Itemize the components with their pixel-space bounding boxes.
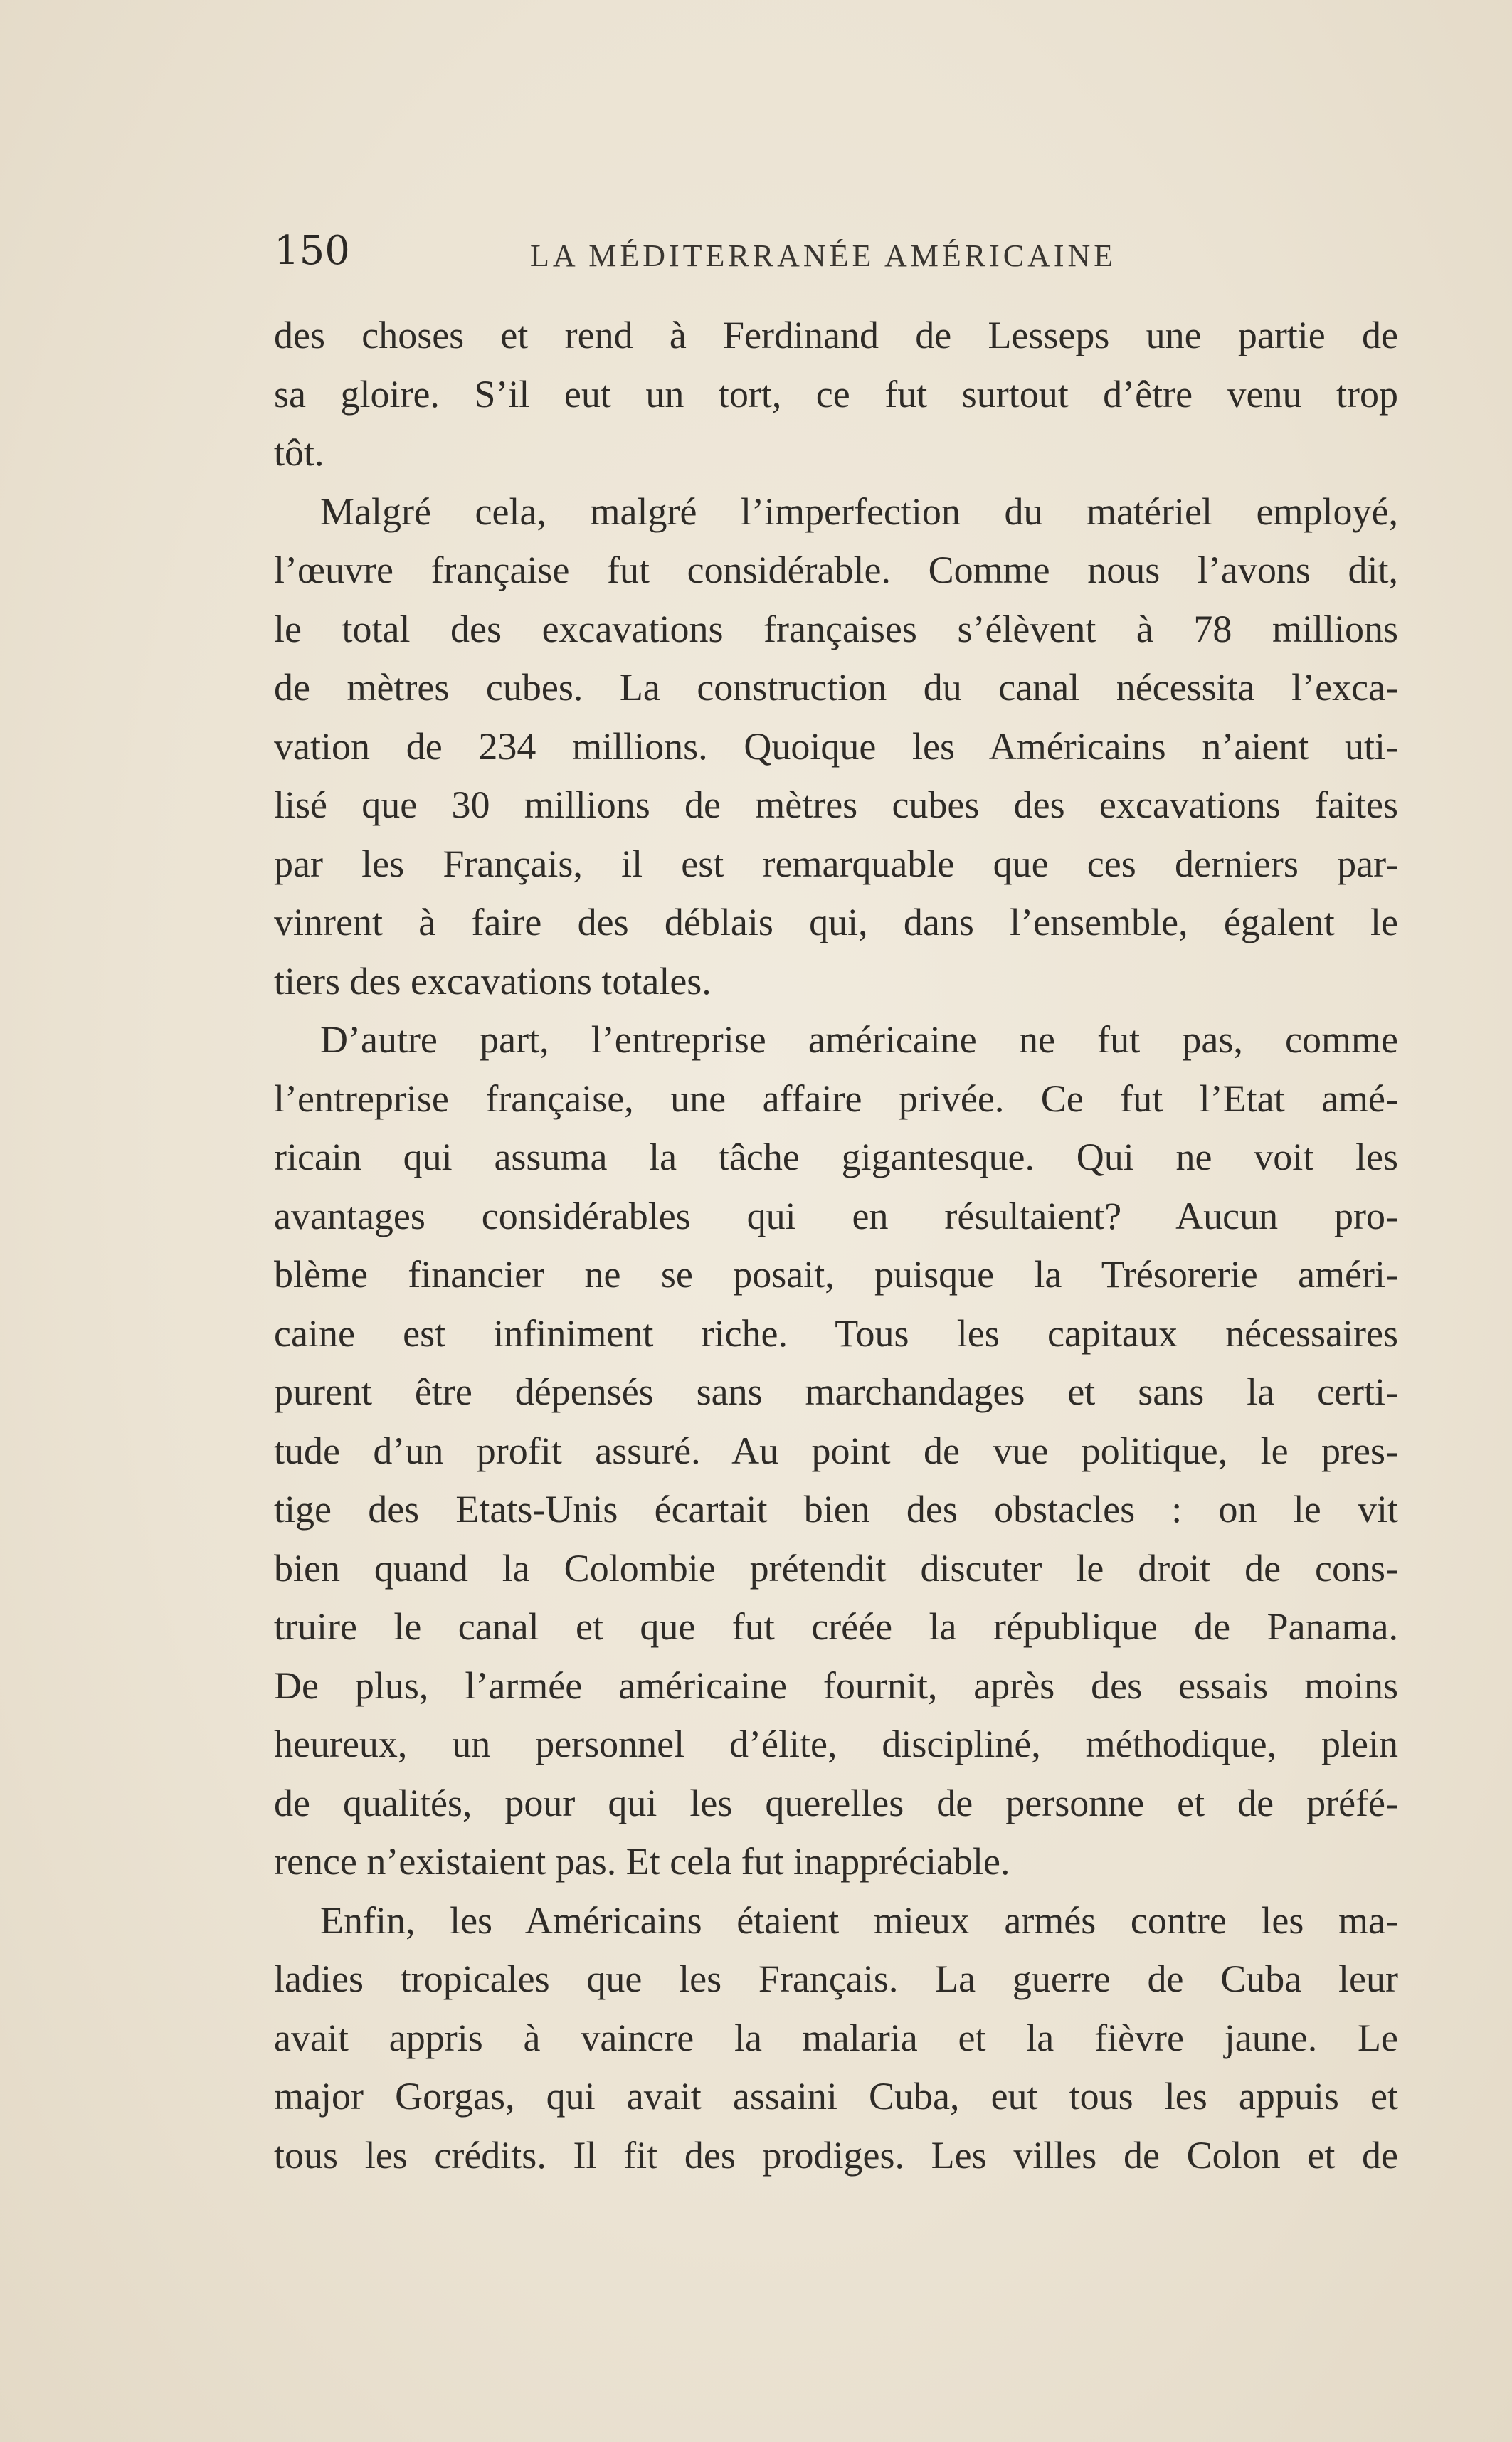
text-line: heureux, un personnel d’élite, discipliné, méthodique, plein xyxy=(274,1723,1398,1765)
text-line: avait appris à vaincre la malaria et la fièvre jaune. Le xyxy=(274,2016,1398,2059)
text-line: bien quand la Colombie prétendit discuter le droit de cons- xyxy=(274,1546,1398,1590)
text-line: vinrent à faire des déblais qui, dans l’ensemble, égalent le xyxy=(274,901,1398,944)
text-line: Enfin, les Américains étaient mieux armés contre les ma- xyxy=(320,1898,1398,1942)
text-line: truire le canal et que fut créée la république de Panama. xyxy=(274,1605,1398,1648)
text-line: avantages considérables qui en résultaient? Aucun pro- xyxy=(274,1194,1398,1237)
text-line: tiers des excavations totales. xyxy=(274,959,712,1003)
text-line: des choses et rend à Ferdinand de Lesseps une partie de xyxy=(274,314,1398,356)
text-line: tous les crédits. Il fit des prodiges. Les villes de Colon et de xyxy=(274,2133,1398,2177)
text-line: caine est infiniment riche. Tous les capitaux nécessaires xyxy=(274,1311,1398,1355)
text-line: de qualités, pour qui les querelles de personne et de préfé- xyxy=(274,1781,1398,1824)
text-line: par les Français, il est remarquable que ces derniers par- xyxy=(274,842,1398,885)
text-line: Malgré cela, malgré l’imperfection du matériel employé, xyxy=(320,490,1398,533)
page-header xyxy=(274,228,1398,285)
text-line: purent être dépensés sans marchandages et sans la certi- xyxy=(274,1370,1398,1413)
text-line: De plus, l’armée américaine fournit, après des essais moins xyxy=(274,1664,1398,1707)
text-line: ladies tropicales que les Français. La guerre de Cuba leur xyxy=(274,1957,1398,2000)
text-line: le total des excavations françaises s’élèvent à 78 millions xyxy=(274,607,1398,650)
text-line: ricain qui assuma la tâche gigantesque. Qui ne voit les xyxy=(274,1136,1398,1178)
text-line: tige des Etats-Unis écartait bien des obstacles : on le vit xyxy=(274,1488,1398,1531)
running-title: LA MÉDITERRANÉE AMÉRICAINE xyxy=(530,238,1117,273)
body-text xyxy=(274,306,1398,2184)
text-line: sa gloire. S’il eut un tort, ce fut surtout d’être venu trop xyxy=(274,372,1398,416)
text-line: vation de 234 millions. Quoique les Américains n’aient uti- xyxy=(274,724,1398,768)
text-line: l’entreprise française, une affaire privée. Ce fut l’Etat amé- xyxy=(274,1077,1398,1120)
text-line: blème financier ne se posait, puisque la Trésorerie améri- xyxy=(274,1253,1398,1296)
text-line: tôt. xyxy=(274,431,324,474)
page-number: 150 xyxy=(274,228,350,274)
text-line: D’autre part, l’entreprise américaine ne fut pas, comme xyxy=(320,1018,1398,1061)
text-line: rence n’existaient pas. Et cela fut inappréciable. xyxy=(274,1840,1010,1883)
text-line: lisé que 30 millions de mètres cubes des excavations faites xyxy=(274,783,1398,826)
text-line: l’œuvre française fut considérable. Comme nous l’avons dit, xyxy=(274,549,1398,591)
text-line: de mètres cubes. La construction du canal nécessita l’exca- xyxy=(274,666,1398,709)
text-line: major Gorgas, qui avait assaini Cuba, eut tous les appuis et xyxy=(274,2075,1398,2118)
text-line: tude d’un profit assuré. Au point de vue politique, le pres- xyxy=(274,1429,1398,1472)
